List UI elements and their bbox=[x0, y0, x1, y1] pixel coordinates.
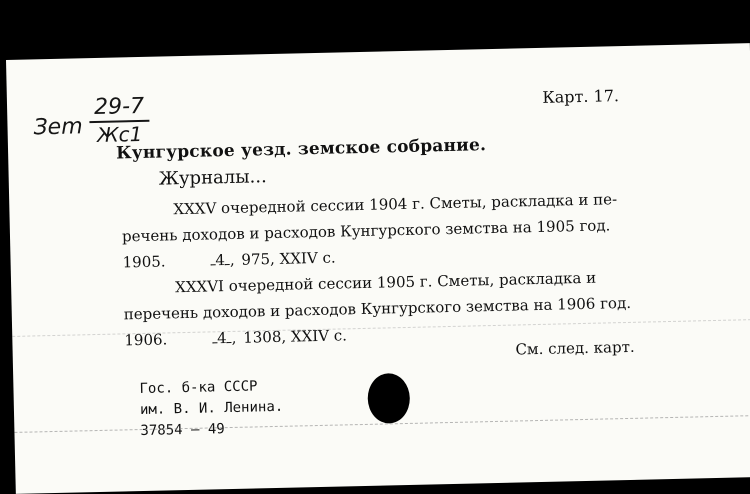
entry-1-format: 4 , bbox=[210, 247, 235, 274]
entry-1-pages: 975, XXIV с. bbox=[241, 248, 336, 269]
library-line-3: 37854 — 49 bbox=[140, 421, 225, 440]
shelfmark-fraction bbox=[89, 95, 150, 146]
format-bracket-right bbox=[227, 342, 232, 343]
card-heading: Кунгурское уезд. земское собрание. bbox=[115, 135, 487, 164]
library-line-1: Гос. б-ка СССР bbox=[139, 378, 258, 398]
entry-2-line-1: XXXVI очередной сессии 1905 г. Сметы, раскладка и bbox=[174, 268, 597, 297]
library-line-2: им. В. И. Ленина. bbox=[139, 398, 284, 419]
shelfmark-prefix: Зem bbox=[33, 114, 83, 141]
card-subheading: Журналы... bbox=[158, 166, 267, 190]
entry-2-format: 4 , bbox=[212, 325, 237, 352]
shelfmark-denominator: Жс1 bbox=[96, 121, 143, 147]
see-next-card: См. след. карт. bbox=[515, 337, 635, 359]
entry-1-line-2: речень доходов и расходов Кунгурского земства на 1905 год. bbox=[121, 216, 611, 246]
entry-2-year: 1906. bbox=[124, 330, 168, 350]
catalog-card bbox=[6, 43, 750, 494]
entry-1-line-1: XXXV очередной сессии 1904 г. Сметы, раскладка и пе- bbox=[173, 190, 618, 219]
entry-1-format-value: 4 bbox=[215, 251, 226, 270]
entry-1-year: 1905. bbox=[122, 252, 166, 272]
format-bracket-right bbox=[225, 264, 230, 265]
shelfmark-numerator: 29-7 bbox=[93, 93, 145, 121]
library-stamp bbox=[139, 376, 284, 442]
entry-2-pages: 1308, XXIV с. bbox=[243, 326, 348, 347]
entry-2-format-value: 4 bbox=[216, 329, 227, 348]
entry-2-line-2: перечень доходов и расходов Кунгурского земства на 1906 год. bbox=[123, 293, 632, 324]
card-punch-hole bbox=[367, 373, 410, 424]
card-number: Карт. 17. bbox=[542, 86, 620, 107]
